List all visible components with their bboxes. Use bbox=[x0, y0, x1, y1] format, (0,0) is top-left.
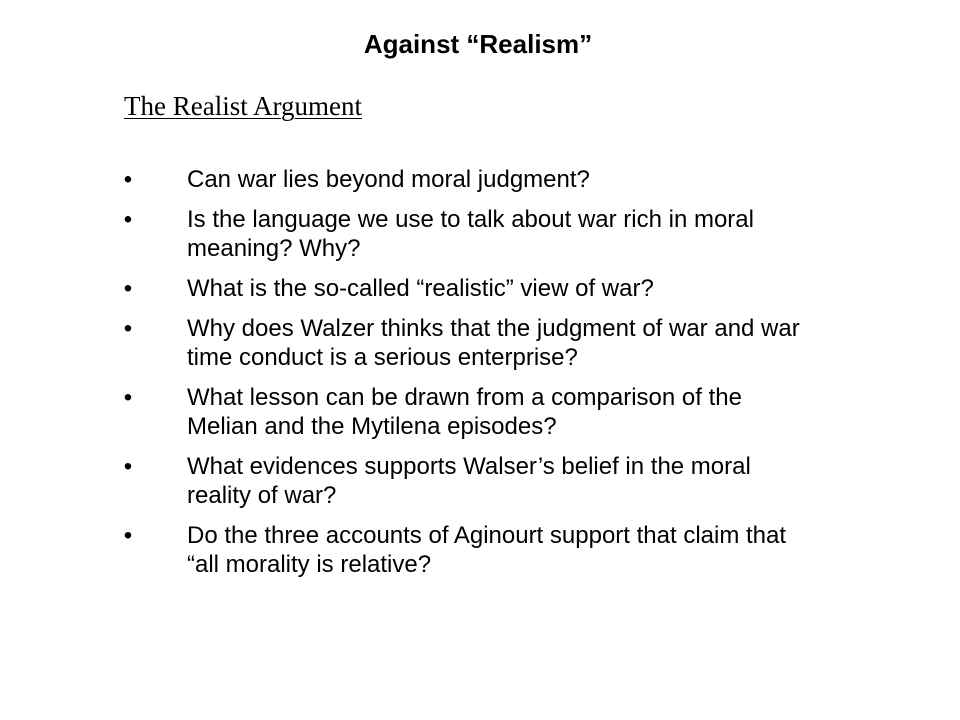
list-item-text: What lesson can be drawn from a comparison of the Melian and the Mytilena episodes? bbox=[187, 384, 742, 440]
list-item bbox=[118, 165, 818, 194]
list-item bbox=[118, 383, 818, 441]
bullet-icon: • bbox=[123, 315, 133, 342]
bullet-icon: • bbox=[123, 275, 133, 302]
slide-title: Against “Realism” bbox=[363, 29, 593, 59]
question-list bbox=[118, 165, 818, 590]
list-item-text: Can war lies beyond moral judgment? bbox=[187, 166, 590, 193]
bullet-icon: • bbox=[123, 206, 133, 233]
list-item bbox=[118, 314, 818, 372]
bullet-icon: • bbox=[123, 384, 133, 411]
bullet-icon: • bbox=[123, 453, 133, 480]
list-item bbox=[118, 521, 818, 579]
bullet-icon: • bbox=[123, 522, 133, 549]
list-item bbox=[118, 274, 818, 303]
section-subheading: The Realist Argument bbox=[124, 91, 362, 121]
list-item-text: What evidences supports Walser’s belief in the moral reality of war? bbox=[187, 453, 751, 509]
bullet-icon: • bbox=[123, 166, 133, 193]
list-item-text: What is the so-called “realistic” view of war? bbox=[187, 275, 654, 302]
list-item-text: Is the language we use to talk about war rich in moral meaning? Why? bbox=[187, 206, 754, 262]
list-item-text: Why does Walzer thinks that the judgment of war and war time conduct is a serious enterprise? bbox=[187, 315, 800, 371]
list-item-text: Do the three accounts of Aginourt support that claim that “all morality is relative? bbox=[187, 522, 787, 578]
list-item bbox=[118, 452, 818, 510]
list-item bbox=[118, 205, 818, 263]
